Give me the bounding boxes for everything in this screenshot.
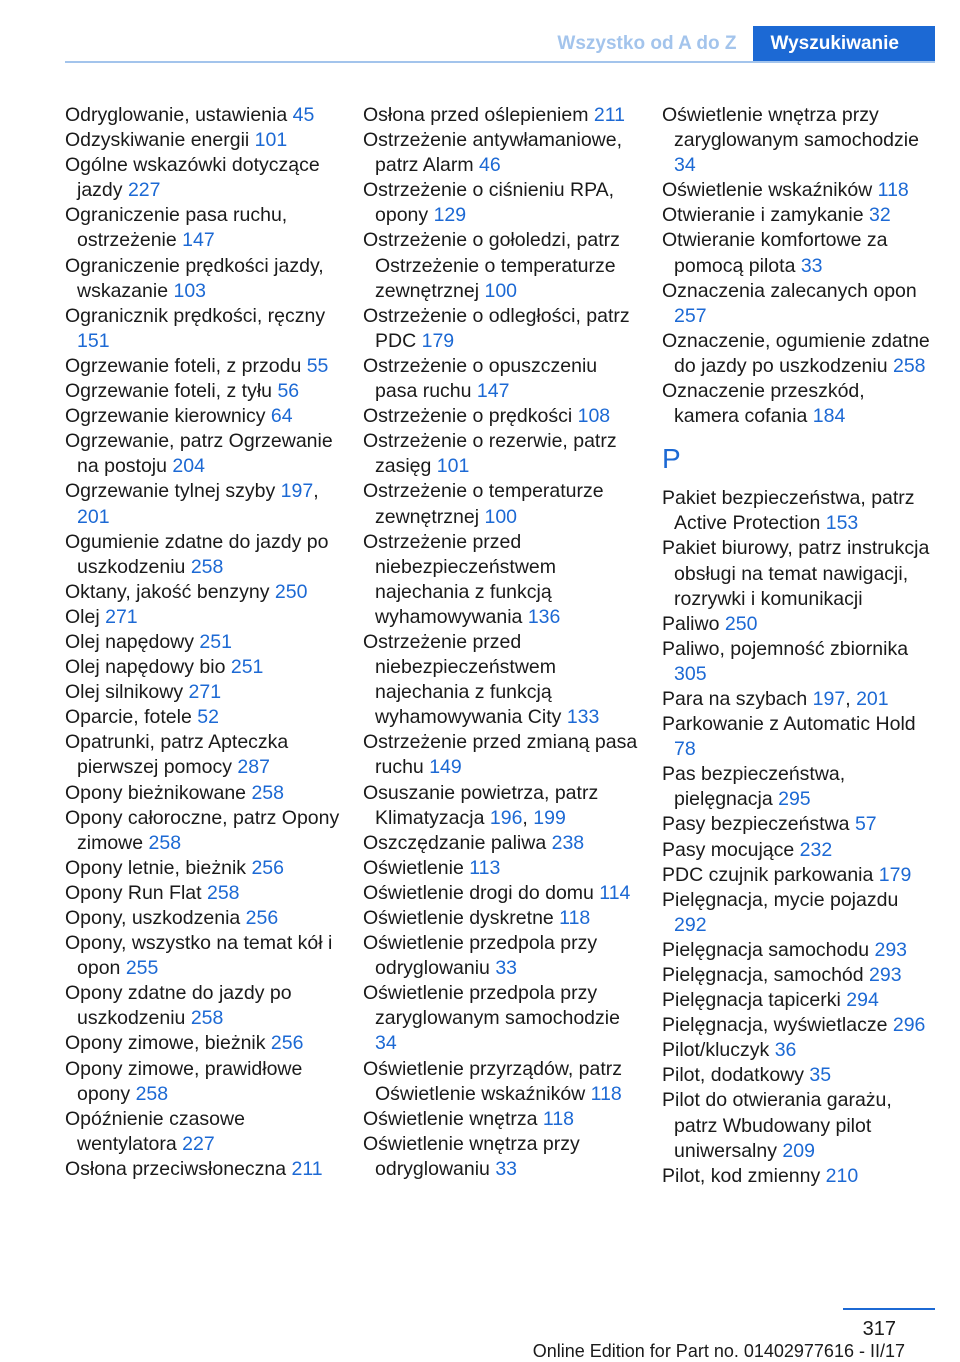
entry-term: Ostrzeżenie o odległości, patrz PDC	[363, 304, 630, 352]
header-divider	[65, 61, 935, 63]
page-link[interactable]: 292	[674, 913, 707, 936]
entry-term: Oświetlenie dyskretne	[363, 907, 560, 929]
entry-term: Oznaczenia zalecanych opon	[662, 279, 917, 302]
page-link[interactable]: 114	[599, 881, 631, 904]
page-link[interactable]: 118	[542, 1107, 575, 1130]
entry-term: Ostrzeżenie o opuszczeniu pasa ruchu	[363, 354, 598, 403]
page-link[interactable]: 199	[533, 806, 566, 829]
index-entry	[65, 404, 340, 429]
entry-term: Ogrzewanie kierownicy	[65, 405, 271, 428]
index-entry	[363, 178, 638, 228]
index-entry	[662, 536, 932, 611]
entry-term: Ostrzeżenie o prędkości	[363, 405, 578, 428]
page-link[interactable]: 179	[878, 863, 912, 886]
page-link[interactable]: 250	[274, 580, 308, 603]
index-entry: Osuszanie powietrza, patrz Klimatyzacja 196, 199	[363, 781, 599, 829]
index-entry	[65, 153, 340, 203]
index-entry	[65, 1157, 340, 1182]
page-link[interactable]: 258	[892, 354, 926, 377]
index-entry	[662, 888, 932, 938]
index-entry	[65, 254, 340, 304]
page-link[interactable]: 33	[495, 957, 518, 980]
page-link[interactable]: 149	[429, 756, 462, 779]
page-link[interactable]: 36	[774, 1039, 797, 1062]
page-link[interactable]: 113	[469, 856, 501, 879]
page-link[interactable]: 34	[375, 1032, 397, 1055]
page-link[interactable]: 238	[551, 831, 585, 854]
page-link[interactable]: 33	[495, 1157, 518, 1180]
page-link[interactable]: 258	[135, 1082, 169, 1105]
index-entry	[363, 1057, 638, 1107]
entry-term: Pilot do otwierania garażu, patrz Wbudowany pilot uniwersalny	[662, 1089, 892, 1162]
index-entry	[65, 931, 340, 981]
page-link[interactable]: 78	[674, 738, 696, 761]
entry-term: Para na szybach	[662, 687, 813, 710]
index-entry	[363, 1107, 638, 1132]
index-entry	[662, 486, 932, 536]
page-link[interactable]: 209	[782, 1139, 815, 1162]
entry-term: Oświetlenie wskaźników	[662, 179, 878, 202]
entry-term: Olej napędowy bio	[65, 656, 231, 679]
entry-term: Oświetlenie wnętrza przy odryglowaniu	[363, 1132, 580, 1180]
index-entry	[662, 1063, 932, 1088]
entry-term: Pielęgnacja, mycie pojazdu	[662, 888, 899, 911]
entry-term: Oświetlenie drogi do domu	[363, 881, 600, 904]
index-entry	[363, 981, 638, 1056]
entry-term: Opony letnie, bieżnik	[65, 856, 252, 879]
page-number: 317	[862, 1318, 896, 1340]
page-link[interactable]: 136	[527, 605, 561, 628]
entry-term: Ostrzeżenie przed zmianą pasa ruchu	[363, 731, 638, 779]
index-entry	[363, 228, 638, 303]
index-entry	[662, 103, 932, 178]
page-link[interactable]: 196	[489, 806, 523, 829]
page-link[interactable]: 118	[877, 179, 909, 202]
page-link[interactable]: 293	[869, 964, 902, 986]
index-entry	[363, 479, 638, 529]
entry-term: Olej napędowy	[65, 630, 200, 653]
page-link[interactable]: 251	[199, 630, 232, 653]
index-entry	[662, 1038, 932, 1063]
page-link[interactable]: 227	[182, 1132, 215, 1155]
entry-term: Oktany, jakość benzyny	[65, 580, 275, 603]
entry-term: Pilot, dodatkowy	[662, 1064, 810, 1087]
index-entry	[662, 812, 932, 837]
entry-term: Otwieranie komfortowe za pomocą pilota	[662, 229, 888, 277]
entry-term: Opóźnienie czasowe wentylatora	[65, 1107, 245, 1155]
index-entry	[363, 103, 638, 128]
index-entry	[65, 1031, 340, 1056]
entry-term: Ograniczenie prędkości jazdy, wskazanie	[65, 254, 324, 302]
entry-term: Parkowanie z Automatic Hold	[662, 713, 916, 736]
page-link[interactable]: 100	[484, 505, 518, 528]
entry-term: PDC czujnik parkowania	[662, 863, 879, 886]
page-link[interactable]: 184	[812, 405, 846, 428]
entry-term: Oświetlenie przedpola przy odryglowaniu	[363, 932, 598, 980]
entry-term: Oświetlenie wnętrza przy zaryglowanym samochodzie	[662, 104, 919, 152]
entry-term: Paliwo	[662, 612, 725, 635]
entry-term: Oświetlenie wnętrza	[363, 1107, 543, 1130]
tab-section[interactable]: Wszystko od A do Z	[541, 26, 752, 61]
index-entry	[65, 379, 340, 404]
page-link[interactable]: 34	[674, 154, 696, 177]
page-link[interactable]: 197	[280, 480, 314, 503]
page-link[interactable]: 35	[809, 1064, 832, 1087]
entry-term: Pasy mocujące	[662, 838, 800, 861]
page-link[interactable]: 151	[77, 329, 110, 352]
page-link[interactable]: 211	[291, 1157, 323, 1180]
index-entry	[363, 931, 638, 981]
page-link[interactable]: 305	[674, 662, 707, 685]
page-link[interactable]: 147	[182, 229, 215, 252]
page-link[interactable]: 101	[436, 455, 470, 478]
index-column-3	[662, 103, 932, 1189]
entry-term: Ostrzeżenie o gołoledzi, patrz Ostrzeżenie o temperaturze zewnętrznej	[363, 229, 620, 302]
entry-term: Oznaczenie, ogumienie zdatne do jazdy po uszkodzeniu	[662, 329, 930, 377]
entry-term: Opony zimowe, prawidłowe opony	[65, 1057, 303, 1105]
page-link[interactable]: 32	[869, 204, 891, 227]
index-entry	[662, 762, 932, 812]
index-column-2	[363, 103, 638, 1182]
page-link[interactable]: 204	[172, 455, 205, 478]
index-entry	[65, 1057, 340, 1107]
page-link[interactable]: 201	[856, 687, 889, 710]
page-link[interactable]: 256	[245, 907, 279, 929]
index-entry	[662, 938, 932, 963]
entry-term: Opatrunki, patrz Apteczka pierwszej pomocy	[65, 731, 289, 779]
index-entry	[65, 103, 340, 128]
entry-term: Ostrzeżenie przed niebezpieczeństwem najechania z funkcją wyhamowywania	[363, 530, 557, 628]
index-entry	[363, 429, 638, 479]
index-entry	[65, 304, 340, 354]
index-entry	[662, 228, 932, 278]
index-entry	[662, 637, 932, 687]
page-link[interactable]: 33	[800, 254, 823, 277]
page-link[interactable]: 153	[825, 512, 859, 535]
tab-search[interactable]: Wyszukiwanie	[753, 26, 935, 61]
page-link[interactable]: 118	[559, 907, 591, 929]
page-link[interactable]: 100	[484, 279, 518, 302]
index-entry	[662, 279, 932, 329]
entry-term: Olej	[65, 605, 106, 628]
page-link[interactable]: 210	[825, 1164, 859, 1187]
entry-term: Pielęgnacja tapicerki	[662, 989, 847, 1012]
page-link[interactable]: 179	[421, 329, 455, 352]
index-entry	[363, 304, 638, 354]
entry-term: Oświetlenie przyrządów, patrz Oświetlenie wskaźników	[363, 1057, 623, 1105]
index-entry	[662, 712, 932, 762]
index-entry	[65, 530, 340, 580]
page-link[interactable]: 103	[173, 279, 207, 302]
index-entry	[662, 863, 932, 888]
index-entry	[65, 981, 340, 1031]
index-entry	[363, 404, 638, 429]
page-link[interactable]: 101	[254, 129, 288, 152]
index-entry	[65, 730, 340, 780]
entry-term: Opony bieżnikowane	[65, 781, 252, 804]
section-letter: P	[662, 443, 681, 475]
entry-term: Oświetlenie przedpola przy zaryglowanym samochodzie	[363, 982, 620, 1030]
page-link[interactable]: 46	[479, 154, 501, 177]
page-link[interactable]: 56	[277, 380, 300, 403]
entry-term: Odzyskiwanie energii	[65, 129, 255, 152]
page-link[interactable]: 57	[854, 813, 877, 836]
entry-term: Osłona przeciwsłoneczna	[65, 1157, 292, 1180]
page-link[interactable]: 118	[590, 1082, 622, 1105]
entry-term: Osłona przed oślepieniem	[363, 104, 594, 126]
index-entry	[363, 856, 638, 881]
entry-term: Ogranicznik prędkości, ręczny	[65, 304, 326, 327]
index-entry	[662, 178, 932, 203]
page-link[interactable]: 197	[812, 687, 846, 710]
entry-term: Pasy bezpieczeństwa	[662, 813, 855, 836]
page-link[interactable]: 294	[846, 989, 879, 1012]
entry-term: Ogólne wskazówki dotyczące jazdy	[65, 154, 320, 202]
index-entry	[65, 605, 340, 630]
index-entry	[65, 881, 340, 906]
index-entry	[65, 655, 340, 680]
index-entry	[363, 1132, 638, 1182]
entry-term: Ostrzeżenie o ciśnieniu RPA, opony	[363, 179, 615, 227]
page-link[interactable]: 293	[874, 938, 908, 961]
index-entry	[662, 1164, 932, 1189]
index-entry	[662, 1013, 932, 1038]
page-link[interactable]: 256	[270, 1032, 304, 1055]
entry-term: Oświetlenie	[363, 856, 470, 879]
entry-term: Pielęgnacja, wyświetlacze	[662, 1014, 893, 1037]
page-link[interactable]: 258	[206, 881, 240, 904]
entry-term: Oszczędzanie paliwa	[363, 831, 552, 854]
page-link[interactable]: 250	[724, 612, 758, 635]
index-entry	[363, 128, 638, 178]
index-entry	[65, 781, 340, 806]
index-entry	[65, 128, 340, 153]
page-link[interactable]: 256	[251, 856, 284, 879]
entry-term: Opony zdatne do jazdy po uszkodzeniu	[65, 982, 292, 1030]
entry-term: Pielęgnacja samochodu	[662, 938, 875, 961]
page-link[interactable]: 129	[433, 204, 467, 227]
entry-term: Ogrzewanie tylnej szyby	[65, 480, 281, 503]
page-link[interactable]: 227	[127, 179, 161, 202]
entry-term: Pakiet bezpieczeństwa, patrz Active Protection	[662, 487, 915, 535]
page-link[interactable]: 258	[148, 831, 182, 854]
index-entry	[363, 530, 638, 630]
page-link[interactable]: 257	[674, 304, 707, 327]
entry-term: Ostrzeżenie przed niebezpieczeństwem najechania z funkcją wyhamowywania City	[363, 630, 567, 729]
index-entry: Para na szybach 197, 201	[662, 687, 889, 710]
index-column-1	[65, 103, 340, 1182]
page-link[interactable]: 45	[292, 104, 315, 126]
index-entry	[65, 354, 340, 379]
index-entry	[363, 730, 638, 780]
entry-term: Opony zimowe, bieżnik	[65, 1032, 271, 1055]
entry-term: Opony, uszkodzenia	[65, 907, 246, 929]
page-link[interactable]: 55	[306, 354, 329, 377]
index-entry	[65, 1107, 340, 1157]
entry-term: Ostrzeżenie o temperaturze zewnętrznej	[363, 480, 604, 528]
index-entry	[65, 580, 340, 605]
entry-term: Pilot/kluczyk	[662, 1039, 775, 1062]
page-link[interactable]: 296	[892, 1014, 926, 1037]
index-entry	[662, 612, 932, 637]
entry-term: Otwieranie i zamykanie	[662, 204, 869, 227]
index-entry	[662, 963, 932, 988]
page-link[interactable]: 52	[197, 706, 219, 729]
entry-term: Pakiet biurowy, patrz instrukcja obsługi na temat nawigacji, rozrywki i komunikacji	[662, 537, 930, 610]
index-entry	[662, 329, 932, 379]
entry-term: Ogrzewanie, patrz Ogrzewanie na postoju	[65, 430, 333, 478]
page-link[interactable]: 271	[188, 681, 222, 704]
page-link[interactable]: 255	[125, 957, 159, 980]
entry-term: Paliwo, pojemność zbiornika	[662, 637, 909, 660]
index-entry	[65, 203, 340, 253]
entry-term: Ogrzewanie foteli, z tyłu	[65, 380, 278, 403]
footer-divider	[843, 1308, 935, 1310]
index-entry	[662, 379, 932, 429]
entry-term: Ogumienie zdatne do jazdy po uszkodzeniu	[65, 530, 329, 578]
entry-term: Opony Run Flat	[65, 881, 207, 904]
page-link[interactable]: 108	[577, 405, 611, 428]
index-entry	[65, 429, 340, 479]
entry-term: Osuszanie powietrza, patrz Klimatyzacja	[363, 781, 599, 829]
index-entry	[65, 806, 340, 856]
page-link[interactable]: 147	[476, 380, 510, 403]
page-link[interactable]: 232	[799, 838, 833, 861]
index-entry	[65, 906, 340, 931]
page-link[interactable]: 258	[251, 781, 284, 804]
index-entry	[662, 988, 932, 1013]
header-tabs	[541, 26, 935, 61]
entry-term: Pilot, kod zmienny	[662, 1164, 826, 1187]
page-link[interactable]: 211	[593, 104, 625, 126]
entry-term: Ostrzeżenie antywłamaniowe, patrz Alarm	[363, 129, 623, 177]
edition-note: Online Edition for Part no. 01402977616 - II/17	[532, 1341, 905, 1361]
entry-term: Oznaczenie przeszkód, kamera cofania	[662, 380, 865, 428]
page-link[interactable]: 133	[566, 706, 600, 729]
page-link[interactable]: 251	[230, 656, 264, 679]
entry-term: Opony całoroczne, patrz Opony zimowe	[65, 806, 340, 854]
index-entry	[662, 1088, 932, 1163]
index-entry	[363, 354, 638, 404]
entry-term: Ostrzeżenie o rezerwie, patrz zasięg	[363, 430, 617, 478]
page-link[interactable]: 258	[190, 1007, 224, 1030]
index-entry	[662, 838, 932, 863]
index-entry	[65, 680, 340, 705]
entry-term: Odryglowanie, ustawienia	[65, 104, 293, 126]
index-entry	[363, 881, 638, 906]
entry-term: Opony, wszystko na temat kół i opon	[65, 932, 333, 980]
index-entry	[65, 856, 340, 881]
entry-term: Ogrzewanie foteli, z przodu	[65, 354, 307, 377]
entry-term: Pas bezpieczeństwa, pielęgnacja	[662, 763, 846, 811]
page-link[interactable]: 271	[105, 605, 138, 628]
page-link[interactable]: 64	[270, 405, 293, 428]
entry-term: Ograniczenie pasa ruchu, ostrzeżenie	[65, 204, 288, 252]
index-entry	[662, 203, 932, 228]
index-entry: Ogrzewanie tylnej szyby 197, 201	[65, 480, 319, 528]
index-entry	[363, 831, 638, 856]
entry-term: Pielęgnacja, samochód	[662, 964, 870, 986]
page-link[interactable]: 258	[190, 555, 224, 578]
index-entry	[363, 630, 638, 730]
entry-term: Olej silnikowy	[65, 681, 189, 704]
index-entry	[65, 630, 340, 655]
index-entry	[363, 906, 638, 931]
index-entry	[65, 705, 340, 730]
page-link[interactable]: 287	[237, 756, 270, 779]
page-link[interactable]: 295	[778, 788, 811, 811]
page-link[interactable]: 201	[77, 505, 110, 528]
entry-term: Oparcie, fotele	[65, 706, 198, 729]
